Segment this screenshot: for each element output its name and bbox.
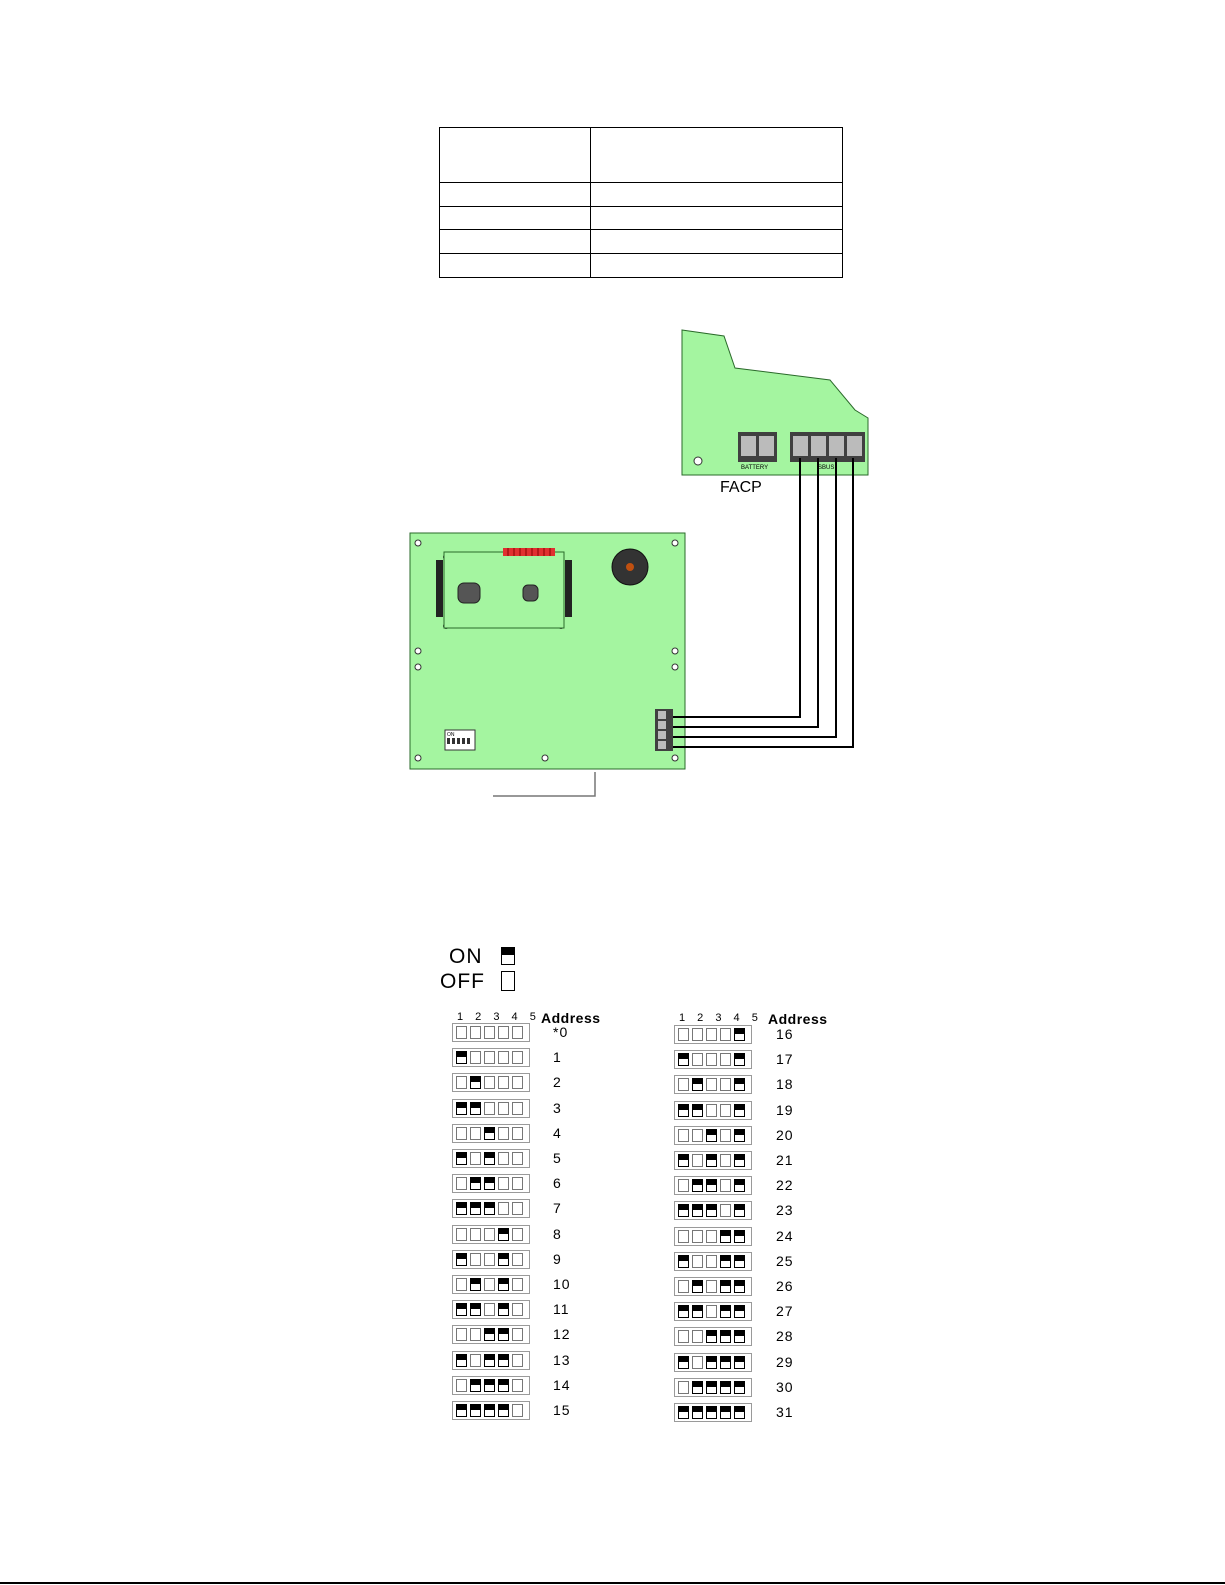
dip-switch-3: [706, 1179, 717, 1192]
address-value: 17: [776, 1051, 794, 1068]
dip-switch-1: [456, 1051, 467, 1064]
dip-switch-3: [706, 1028, 717, 1041]
dip-switch-5: [512, 1404, 523, 1417]
dip-switch-2: [470, 1278, 481, 1291]
dip-switch-row: [452, 1199, 530, 1218]
dip-switch-3: [706, 1330, 717, 1343]
display-bracket-left: [436, 560, 443, 617]
dip-switch-1: [678, 1406, 689, 1419]
dip-switch-4: [498, 1303, 509, 1316]
dip-switch-4: [498, 1127, 509, 1140]
dip-switch-5: [512, 1152, 523, 1165]
dip-switch-4: [720, 1028, 731, 1041]
address-value: 1: [553, 1049, 562, 1066]
dip-switch-1: [456, 1177, 467, 1190]
dip-switch-row: [452, 1225, 530, 1244]
dip-switch-1: [456, 1026, 467, 1039]
dip-switch-2: [692, 1230, 703, 1243]
address-value: 3: [553, 1099, 562, 1116]
dip-switch-row: [452, 1149, 530, 1168]
dip-switch-4: [720, 1129, 731, 1142]
dip-switch-row: [452, 1250, 530, 1269]
dip-switch-3: [706, 1255, 717, 1268]
dip-switch-3: [706, 1381, 717, 1394]
dip-switch-row: [674, 1327, 752, 1346]
dip-switch-5: [512, 1253, 523, 1266]
dip-switch-4: [498, 1202, 509, 1215]
address-value: 12: [553, 1326, 571, 1343]
dip-switch-4: [720, 1255, 731, 1268]
address-header-left: Address: [541, 1010, 601, 1026]
address-value: 16: [776, 1026, 794, 1042]
dip-switch-3: [706, 1154, 717, 1167]
dip-switch-4: [498, 1278, 509, 1291]
switch-numbers-right: 1 2 3 4 5: [679, 1012, 763, 1024]
sbus-wires: [673, 458, 853, 747]
dip-switch-3: [706, 1129, 717, 1142]
dip-switch-row: [452, 1351, 530, 1370]
dip-switch-1: [456, 1102, 467, 1115]
dip-switch-2: [470, 1404, 481, 1417]
dip-switch-5: [512, 1303, 523, 1316]
dip-switch-3: [484, 1404, 495, 1417]
dip-switch-1: [456, 1202, 467, 1215]
dip-switch-1: [678, 1381, 689, 1394]
dip-switch-row: [452, 1124, 530, 1143]
dip-switch-4: [720, 1381, 731, 1394]
dip-switch-5: [734, 1305, 745, 1318]
dip-switch-3: [706, 1104, 717, 1117]
mini-dip-label: ON: [447, 732, 455, 738]
dip-switch-3: [706, 1356, 717, 1369]
dip-switch-row: [674, 1201, 752, 1220]
dip-switch-row: [674, 1302, 752, 1321]
dip-switch-1: [678, 1305, 689, 1318]
display-bracket-right: [565, 560, 572, 617]
dip-switch-1: [456, 1228, 467, 1241]
dip-switch-1: [456, 1253, 467, 1266]
dip-switch-5: [734, 1330, 745, 1343]
dip-switch-1: [456, 1404, 467, 1417]
dip-switch-2: [692, 1154, 703, 1167]
address-value: 26: [776, 1278, 794, 1294]
address-value: 25: [776, 1252, 794, 1269]
legend-on-switch: [501, 947, 515, 965]
dip-switch-1: [678, 1104, 689, 1117]
dip-switch-1: [456, 1076, 467, 1089]
knob-left: [458, 583, 480, 603]
dip-switch-4: [498, 1152, 509, 1165]
dip-switch-2: [692, 1104, 703, 1117]
dip-switch-3: [706, 1280, 717, 1293]
dip-switch-1: [456, 1328, 467, 1341]
dip-switch-row: [674, 1050, 752, 1069]
dip-switch-2: [470, 1228, 481, 1241]
address-value: 14: [553, 1376, 571, 1393]
dip-switch-2: [470, 1253, 481, 1266]
dip-switch-4: [720, 1154, 731, 1167]
dip-switch-2: [470, 1328, 481, 1341]
address-value: 21: [776, 1152, 794, 1168]
facp-mount-hole: [694, 457, 702, 465]
dip-switch-5: [734, 1053, 745, 1066]
dip-switch-3: [706, 1230, 717, 1243]
switch-numbers-left: 1 2 3 4 5: [457, 1011, 541, 1023]
dip-switch-row: [674, 1126, 752, 1145]
dip-switch-row: [452, 1174, 530, 1193]
legend-off-label: OFF: [440, 970, 485, 993]
dip-switch-row: [452, 1023, 530, 1042]
dip-switch-4: [498, 1379, 509, 1392]
dip-switch-5: [512, 1127, 523, 1140]
address-value: 24: [776, 1227, 794, 1244]
address-value: 10: [553, 1276, 571, 1292]
dip-switch-4: [498, 1177, 509, 1190]
dip-switch-4: [498, 1228, 509, 1241]
dip-switch-2: [692, 1078, 703, 1091]
dip-switch-3: [706, 1406, 717, 1419]
dip-switch-1: [678, 1204, 689, 1217]
dip-switch-3: [484, 1026, 495, 1039]
battery-label: BATTERY: [741, 465, 769, 471]
dip-switch-1: [678, 1280, 689, 1293]
dip-switch-row: [674, 1101, 752, 1120]
dip-switch-1: [678, 1330, 689, 1343]
dip-switch-2: [692, 1129, 703, 1142]
dip-switch-2: [470, 1152, 481, 1165]
address-value: 7: [553, 1200, 562, 1217]
dip-switch-4: [720, 1078, 731, 1091]
address-value: 28: [776, 1328, 794, 1345]
dip-switch-3: [484, 1228, 495, 1241]
address-value: 5: [553, 1150, 562, 1166]
dip-switch-3: [484, 1278, 495, 1291]
dip-switch-row: [452, 1325, 530, 1344]
dip-switch-5: [512, 1379, 523, 1392]
dip-switch-3: [484, 1102, 495, 1115]
dip-switch-1: [456, 1152, 467, 1165]
dip-switch-row: [452, 1300, 530, 1319]
dip-switch-2: [470, 1026, 481, 1039]
dip-switch-4: [498, 1404, 509, 1417]
dip-switch-4: [720, 1356, 731, 1369]
dip-switch-4: [720, 1330, 731, 1343]
dip-switch-5: [512, 1228, 523, 1241]
dip-switch-5: [512, 1102, 523, 1115]
dip-switch-1: [456, 1303, 467, 1316]
address-value: 18: [776, 1076, 794, 1093]
dip-switch-1: [456, 1127, 467, 1140]
dip-switch-5: [734, 1104, 745, 1117]
dip-switch-5: [734, 1356, 745, 1369]
dip-switch-5: [734, 1280, 745, 1293]
dip-switch-4: [498, 1026, 509, 1039]
dip-switch-4: [498, 1328, 509, 1341]
address-value: 11: [553, 1301, 570, 1318]
dip-switch-3: [484, 1253, 495, 1266]
dip-switch-2: [470, 1379, 481, 1392]
dip-switch-3: [706, 1305, 717, 1318]
dip-switch-row: [674, 1353, 752, 1372]
address-value: 30: [776, 1378, 794, 1395]
dip-switch-5: [734, 1154, 745, 1167]
address-value: 20: [776, 1126, 794, 1143]
dip-switch-row: [452, 1376, 530, 1395]
battery-terminal-block: [738, 432, 777, 462]
dip-switch-row: [674, 1075, 752, 1094]
dip-switch-4: [720, 1230, 731, 1243]
knob-right: [523, 585, 538, 601]
dip-switch-row: [452, 1275, 530, 1294]
dip-switch-1: [678, 1129, 689, 1142]
callout-leader: [493, 772, 595, 796]
dip-switch-3: [706, 1053, 717, 1066]
dip-switch-5: [734, 1230, 745, 1243]
dip-switch-1: [678, 1154, 689, 1167]
dip-switch-1: [678, 1356, 689, 1369]
dip-switch-2: [470, 1051, 481, 1064]
address-value: 19: [776, 1101, 794, 1118]
dip-switch-4: [498, 1076, 509, 1089]
dip-switch-2: [692, 1028, 703, 1041]
dip-switch-2: [470, 1303, 481, 1316]
dip-switch-row: [674, 1403, 752, 1422]
dip-switch-3: [484, 1202, 495, 1215]
dip-switch-5: [512, 1076, 523, 1089]
legend-off-switch: [501, 971, 515, 991]
dip-switch-5: [512, 1328, 523, 1341]
dip-switch-1: [456, 1379, 467, 1392]
dip-switch-4: [498, 1102, 509, 1115]
dip-switch-5: [734, 1255, 745, 1268]
dip-switch-row: [452, 1401, 530, 1420]
facp-label: FACP: [720, 479, 762, 496]
address-value: 15: [553, 1402, 571, 1418]
address-value: *0: [553, 1024, 569, 1040]
dip-switch-2: [692, 1381, 703, 1394]
dip-switch-row: [674, 1227, 752, 1246]
dip-switch-row: [452, 1073, 530, 1092]
dip-switch-1: [678, 1078, 689, 1091]
dip-switch-row: [674, 1176, 752, 1195]
address-value: 9: [553, 1250, 562, 1267]
dip-switch-5: [734, 1078, 745, 1091]
dip-switch-row: [674, 1378, 752, 1397]
dip-switch-5: [734, 1406, 745, 1419]
dip-switch-3: [484, 1328, 495, 1341]
dip-switch-2: [692, 1356, 703, 1369]
address-value: 4: [553, 1124, 562, 1141]
red-header-connector: [503, 548, 555, 556]
dip-switch-3: [484, 1076, 495, 1089]
legend-on-label: ON: [449, 945, 483, 968]
dip-switch-2: [692, 1305, 703, 1318]
address-value: 8: [553, 1225, 562, 1242]
dip-switch-2: [692, 1204, 703, 1217]
dip-switch-3: [484, 1354, 495, 1367]
dip-switch-2: [470, 1127, 481, 1140]
dip-switch-4: [720, 1104, 731, 1117]
dip-switch-4: [498, 1354, 509, 1367]
address-value: 2: [553, 1074, 562, 1091]
dip-switch-3: [706, 1078, 717, 1091]
dip-switch-5: [734, 1179, 745, 1192]
dip-switch-3: [484, 1303, 495, 1316]
dip-switch-1: [678, 1230, 689, 1243]
dip-switch-4: [498, 1253, 509, 1266]
dip-switch-2: [470, 1102, 481, 1115]
dip-switch-row: [674, 1277, 752, 1296]
dip-switch-2: [470, 1177, 481, 1190]
address-value: 23: [776, 1202, 794, 1219]
sbus-terminal-block: [790, 432, 865, 462]
address-value: 22: [776, 1177, 794, 1194]
dip-switch-1: [678, 1053, 689, 1066]
dip-switch-5: [734, 1129, 745, 1142]
dip-switch-5: [734, 1204, 745, 1217]
address-header-right: Address: [768, 1011, 828, 1027]
dip-switch-2: [470, 1202, 481, 1215]
dip-switch-1: [456, 1354, 467, 1367]
dip-switch-3: [484, 1127, 495, 1140]
dip-switch-row: [674, 1252, 752, 1271]
dip-switch-2: [692, 1280, 703, 1293]
address-value: 6: [553, 1175, 562, 1192]
dip-switch-1: [678, 1028, 689, 1041]
dip-switch-row: [674, 1025, 752, 1044]
dip-switch-4: [720, 1204, 731, 1217]
dip-switch-4: [720, 1280, 731, 1293]
dip-switch-5: [512, 1202, 523, 1215]
dip-switch-5: [512, 1026, 523, 1039]
dip-switch-row: [674, 1151, 752, 1170]
address-value: 29: [776, 1353, 794, 1370]
dip-switch-5: [512, 1051, 523, 1064]
dip-switch-3: [484, 1152, 495, 1165]
dip-switch-4: [498, 1051, 509, 1064]
dip-switch-3: [706, 1204, 717, 1217]
dip-switch-2: [692, 1053, 703, 1066]
address-value: 13: [553, 1351, 571, 1368]
dip-switch-3: [484, 1051, 495, 1064]
dip-switch-4: [720, 1406, 731, 1419]
address-value: 27: [776, 1303, 794, 1320]
dip-switch-4: [720, 1053, 731, 1066]
dip-switch-5: [734, 1381, 745, 1394]
dip-switch-5: [512, 1278, 523, 1291]
dip-switch-2: [692, 1330, 703, 1343]
dip-switch-2: [470, 1076, 481, 1089]
dip-switch-2: [692, 1179, 703, 1192]
sbus-label: SBUS: [818, 465, 835, 471]
dip-switch-2: [692, 1255, 703, 1268]
dip-switch-1: [678, 1179, 689, 1192]
dip-switch-2: [470, 1354, 481, 1367]
page-footer-rule: [0, 1582, 1225, 1584]
annunciator-terminal-block: [655, 709, 673, 751]
dip-switch-1: [678, 1255, 689, 1268]
dip-switch-2: [692, 1406, 703, 1419]
dip-switch-row: [452, 1099, 530, 1118]
address-value: 31: [776, 1404, 794, 1420]
dip-switch-5: [512, 1354, 523, 1367]
dip-switch-1: [456, 1278, 467, 1291]
dip-switch-3: [484, 1379, 495, 1392]
dip-switch-3: [484, 1177, 495, 1190]
dip-switch-5: [734, 1028, 745, 1041]
dip-switch-4: [720, 1179, 731, 1192]
dip-switch-4: [720, 1305, 731, 1318]
dip-switch-5: [512, 1177, 523, 1190]
dip-switch-row: [452, 1048, 530, 1067]
